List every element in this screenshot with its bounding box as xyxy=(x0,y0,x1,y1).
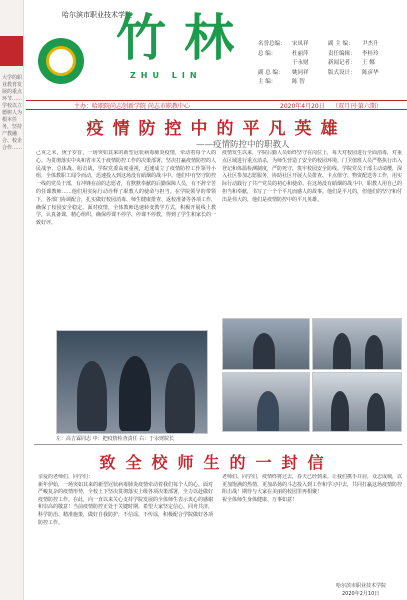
article-subhead: ——疫情防控中的职教人 xyxy=(196,140,290,150)
staff-name: 宋凤祥 xyxy=(292,41,309,47)
newspaper-page xyxy=(26,0,407,600)
title-char-2: 林 xyxy=(184,8,234,67)
photo-caption: 左：高吉霖同志 中：把疫情检查责任 右：于永财院长 xyxy=(56,436,175,442)
letter-signature-date: 2020年2月10日 xyxy=(342,591,380,597)
staff-row xyxy=(258,78,406,88)
photo-disinfection xyxy=(222,372,310,432)
title-char-1: 竹 xyxy=(116,8,166,67)
letter-title: 致全校师生的一封信 xyxy=(99,453,334,472)
editorial-staff-list xyxy=(258,40,406,88)
staff-role: 责任编辑： xyxy=(328,50,356,57)
staff-row xyxy=(258,50,406,60)
article-column-left: 己亥之末，庚子岁首，一场突如其来的新型冠状病毒肺炎疫情，牵动着每个人的心。为贯彻落实中央和省市关于疫情防控工作的决策部署，坚决打赢疫情防控的人民战争、总体战、阻击战，学院党委高度重视，迅速成立了疫情防控工作领导小组，全体教职工闻令而动，迅速投入到这场没有硝烟的战斗中。他们中有坚守防控一线的党员干部，有冲锋在前的志愿者，有默默奉献的后勤保障人员，有不辞辛苦的任课教师……他们用实际行动诠释了职教人的使命与担当。在学院领导的带领下，各部门协调配合，扎实做好校园消毒、师生健康排查、返校准备等各项工作，确保了校园安全稳定。面对疫情，全体教师迅速转变教学方式，积极开展线上教学，认真备课，精心组织，确保停课不停学、停课不停教，得到了学生和家长的一致好评。 xyxy=(36,150,216,227)
staff-name: 姚同祥 xyxy=(292,69,309,76)
photo-campus-check xyxy=(222,318,310,370)
photo-inspection xyxy=(56,330,208,434)
staff-name: 陈 智 xyxy=(292,79,305,85)
adjacent-page-edge xyxy=(0,0,24,600)
publication-bar xyxy=(26,100,407,110)
section-divider xyxy=(34,444,402,445)
article-column-right: 疫情发生以来，学院后勤人员始终坚守在岗位上，每天对校园进行全面消毒，对重点区域进行重点消杀，为师生营造了安全的校园环境。门卫值班人员严格执行出入登记和体温检测制度，严防死守，筑牢校园安全防线。学院党员干部主动请缨，深入社区参加志愿服务，协助社区开展人员排查、卡点值守、物资配送等工作，用实际行动践行了共产党员的初心和使命。在这场没有硝烟的战斗中，职教人用自己的担当和奉献，书写了一个个平凡而感人的故事。他们是平凡的，但他们的坚守和付出是伟大的，他们是疫情防控中的平凡英雄。 xyxy=(222,150,402,203)
staff-role: 总 编： xyxy=(258,50,277,57)
staff-name: 王 娜 xyxy=(362,60,375,66)
sponsor-text: 主办：哈职院尚志创新学院 尚志市职教中心 xyxy=(74,102,190,110)
staff-row xyxy=(258,59,406,69)
issue-period: （双月刊·第六期） xyxy=(332,102,382,110)
adjacent-page-text: 大学的职业教育发展的重点环节……学校以立德树人为根本任务，坚持产教融合、校企合作…… xyxy=(2,75,23,151)
staff-name: 于永财 xyxy=(292,60,309,66)
photo-volunteers xyxy=(312,372,402,432)
staff-role: 主 编： xyxy=(258,79,277,85)
staff-row xyxy=(258,40,406,50)
letter-column-right: 老师们、同学们，疫情终将过去，春天已经到来。让我们携手并肩，众志成城，以更加饱满的热情、更加昂扬的斗志投入到工作和学习中去，共同打赢这场疫情防控阻击战！期待与大家在美丽的校园里再相聚！ 祝全体师生身体健康、万事如意！ xyxy=(222,474,402,503)
letter-column-left: 亲爱的老师们、同学们： 新年伊始，一场突如其来的新型冠状病毒肺炎疫情牵动着我们每个人的心。面对严峻复杂的疫情形势，全校上下坚决贯彻落实上级各项决策部署，全力以赴做好疫情防控工作。在此，向一直以来关心支持学院发展的全体师生表示衷心的感谢和崇高的敬意！当前疫情防控正处于关键时期，希望大家坚定信心、同舟共济，科学防治、精准施策，做好自我防护，不信谣、不传谣，积极配合学院做好各项防控工作。 xyxy=(38,474,213,526)
masthead xyxy=(26,0,407,100)
issue-date: 2020年4月20日 xyxy=(280,102,325,110)
staff-role xyxy=(258,59,292,69)
staff-name xyxy=(362,78,398,88)
school-name: 哈尔滨市职业技术学院 xyxy=(62,11,132,19)
staff-role: 版式设计： xyxy=(328,69,356,76)
staff-row xyxy=(258,69,406,79)
staff-role: 名誉总编： xyxy=(258,41,286,47)
newspaper-title xyxy=(116,8,256,80)
staff-name: 尹杰升 xyxy=(362,41,379,47)
staff-name: 李桂玲 xyxy=(362,50,379,57)
letter-signature-unit: 哈尔滨市职业技术学院 xyxy=(336,583,387,589)
staff-name: 杜丽萍 xyxy=(292,50,309,57)
article-headline: 疫情防控中的平凡英雄 xyxy=(86,119,347,139)
staff-role: 新闻记者： xyxy=(328,60,356,66)
photo-staff-meeting xyxy=(312,318,402,370)
staff-role: 副 主 编： xyxy=(328,41,354,47)
staff-role xyxy=(328,78,362,88)
staff-name: 陈彦华 xyxy=(362,69,379,76)
adjacent-page-tab xyxy=(0,36,24,66)
staff-role: 副 总 编： xyxy=(258,69,284,76)
title-pinyin: ZHU LIN xyxy=(130,71,202,80)
school-logo xyxy=(38,38,84,84)
